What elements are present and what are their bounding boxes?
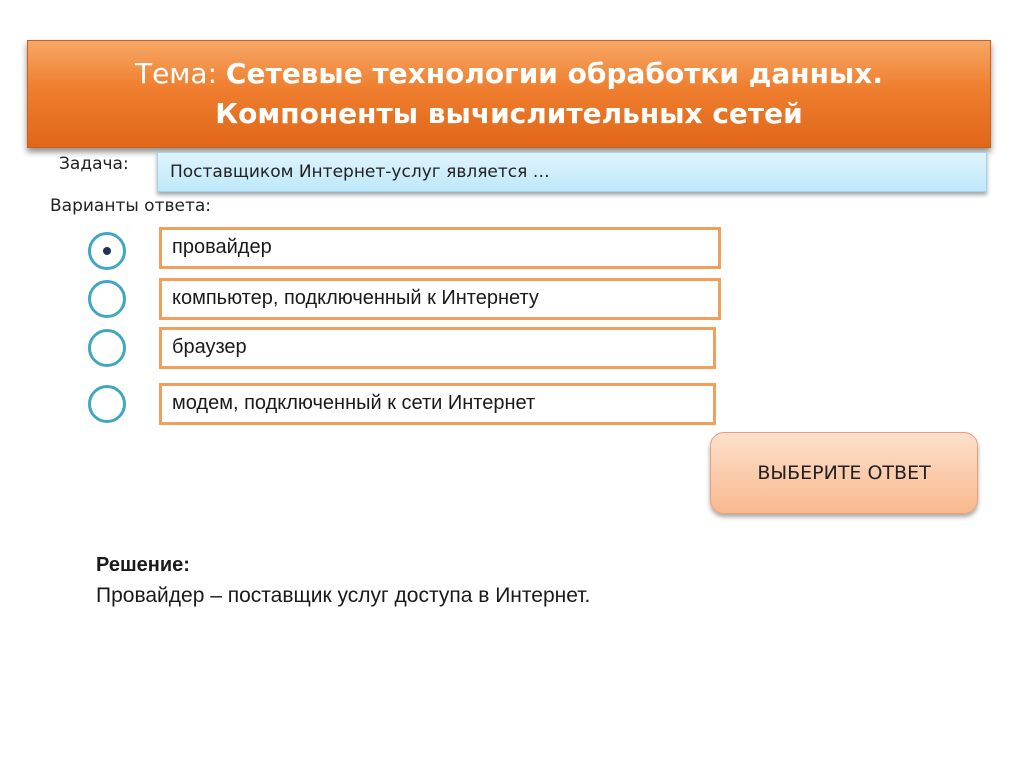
- solution-heading: Решение:: [96, 554, 190, 576]
- radio-option-1[interactable]: [88, 232, 126, 270]
- title-line-1: [135, 54, 883, 94]
- title-topic: Сетевые технологии обработки данных.: [225, 57, 884, 90]
- title-line-2: [215, 94, 803, 134]
- radio-selected-dot: [103, 247, 111, 255]
- radio-option-4[interactable]: [88, 385, 126, 423]
- task-question: Поставщиком Интернет-услуг является …: [157, 152, 987, 192]
- answers-label: Варианты ответа:: [50, 196, 212, 216]
- solution-text: Провайдер – поставщик услуг доступа в Интернет.: [96, 584, 591, 607]
- title-banner: [27, 40, 991, 148]
- task-label: Задача:: [59, 154, 129, 174]
- radio-option-3[interactable]: [88, 329, 126, 367]
- title-prefix: Тема:: [134, 57, 218, 90]
- answer-option-3[interactable]: браузер: [159, 327, 716, 369]
- title-subtopic: Компоненты вычислительных сетей: [215, 97, 803, 130]
- radio-option-2[interactable]: [88, 280, 126, 318]
- answer-option-4[interactable]: модем, подключенный к сети Интернет: [159, 383, 716, 425]
- answer-option-2[interactable]: компьютер, подключенный к Интернету: [159, 278, 721, 320]
- submit-answer-button[interactable]: ВЫБЕРИТЕ ОТВЕТ: [710, 432, 978, 514]
- answer-option-1[interactable]: провайдер: [159, 227, 721, 269]
